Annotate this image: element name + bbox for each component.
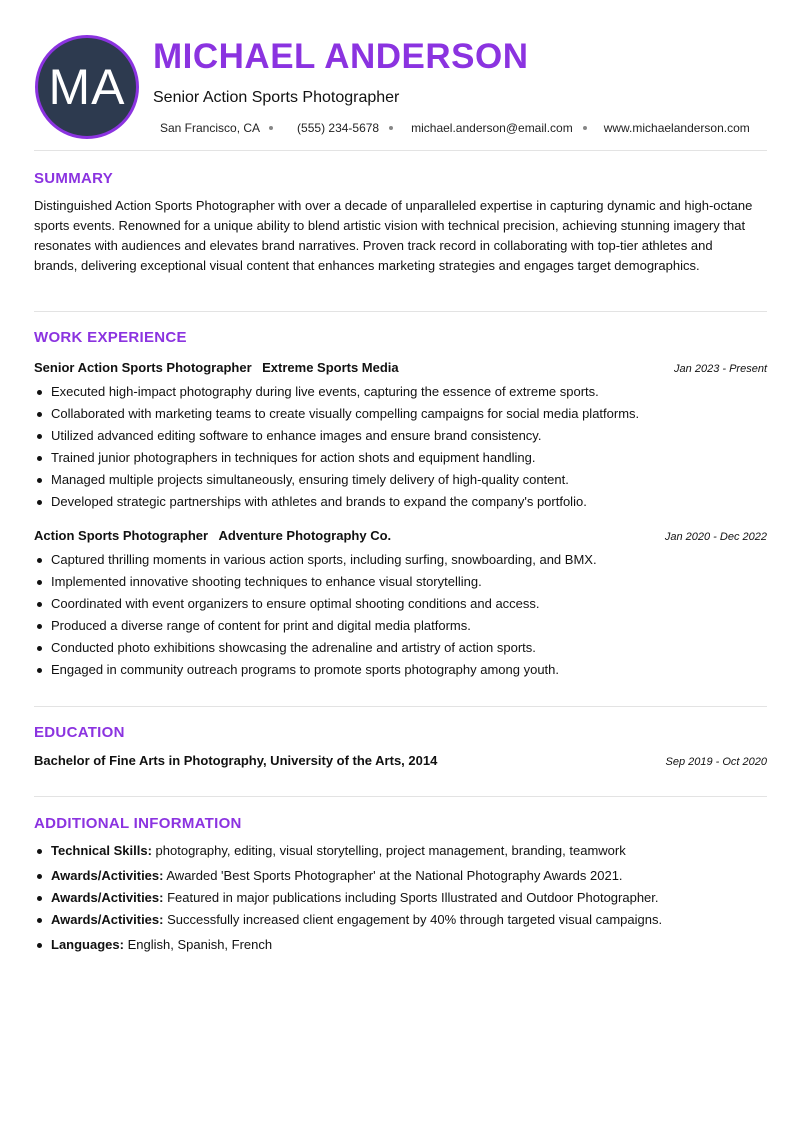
divider xyxy=(34,706,767,707)
avatar xyxy=(35,35,139,139)
education-dates: Sep 2019 - Oct 2020 xyxy=(665,756,767,768)
contact-email[interactable]: michael.anderson@email.com xyxy=(411,121,573,135)
contact-bar xyxy=(160,121,750,135)
info-text: Awarded 'Best Sports Photographer' at the National Photography Awards 2021. xyxy=(166,868,623,883)
list-item: Captured thrilling moments in various action sports, including surfing, snowboarding, and BMX. xyxy=(34,549,767,571)
job-company: Adventure Photography Co. xyxy=(218,528,392,543)
info-label: Technical Skills: xyxy=(51,843,152,858)
candidate-name: MICHAEL ANDERSON xyxy=(153,37,529,76)
divider xyxy=(34,311,767,312)
contact-website[interactable]: www.michaelanderson.com xyxy=(603,121,750,135)
info-text: photography, editing, visual storytelling, project management, branding, teamwork xyxy=(155,843,626,858)
info-label: Languages: xyxy=(51,937,124,952)
separator-dot xyxy=(583,126,587,130)
job-title-line xyxy=(34,359,399,377)
job-role: Action Sports Photographer xyxy=(34,528,209,543)
list-item: Implemented innovative shooting techniques to enhance visual storytelling. xyxy=(34,571,767,593)
education-degree: Bachelor of Fine Arts in Photography, University of the Arts, 2014 xyxy=(34,753,438,768)
list-item xyxy=(34,909,767,931)
list-item: Conducted photo exhibitions showcasing the adrenaline and artistry of action sports. xyxy=(34,637,767,659)
list-item: Produced a diverse range of content for print and digital media platforms. xyxy=(34,615,767,637)
list-item: Executed high-impact photography during live events, capturing the essence of extreme sports. xyxy=(34,381,767,403)
summary-text: Distinguished Action Sports Photographer with over a decade of unparalleled expertise in capturing dynamic and high-octane sports events. Renowned for a unique ability to blend artistic vision with technical precision, achieving stunning imagery that resonates with audiences and elevates brand narratives. Proven track record in collaborating with top-tier athletes and brands, delivering exceptional visual content that enhances marketing strategies and engages target demographics. xyxy=(34,198,753,273)
contact-phone[interactable]: (555) 234-5678 xyxy=(297,121,380,135)
info-text: Successfully increased client engagement by 40% through targeted visual campaigns. xyxy=(167,912,663,927)
separator-dot xyxy=(269,126,273,130)
list-item: Engaged in community outreach programs to promote sports photography among youth. xyxy=(34,659,767,681)
list-item: Trained junior photographers in techniques for action shots and equipment handling. xyxy=(34,447,767,469)
candidate-title: Senior Action Sports Photographer xyxy=(153,89,400,106)
additional-list xyxy=(34,840,767,956)
education-entry xyxy=(34,753,767,768)
job-bullets xyxy=(34,381,767,513)
education-heading: EDUCATION xyxy=(34,724,125,741)
list-item: Collaborated with marketing teams to create visually compelling campaigns for social media platforms. xyxy=(34,403,767,425)
info-label: Awards/Activities: xyxy=(51,890,164,905)
job-bullets xyxy=(34,549,767,681)
job-company: Extreme Sports Media xyxy=(262,360,399,375)
separator-dot xyxy=(389,126,393,130)
info-text: Featured in major publications including Sports Illustrated and Outdoor Photographer. xyxy=(167,890,659,905)
divider xyxy=(34,796,767,797)
info-label: Awards/Activities: xyxy=(51,912,164,927)
job-header xyxy=(34,527,767,545)
divider xyxy=(34,150,767,151)
list-item: Managed multiple projects simultaneously, ensuring timely delivery of high-quality content. xyxy=(34,469,767,491)
info-text: English, Spanish, French xyxy=(127,937,273,952)
job-header xyxy=(34,359,767,377)
contact-location: San Francisco, CA xyxy=(160,121,261,135)
list-item: Utilized advanced editing software to enhance images and ensure brand consistency. xyxy=(34,425,767,447)
summary-heading: SUMMARY xyxy=(34,170,114,187)
list-item xyxy=(34,840,767,862)
job-role: Senior Action Sports Photographer xyxy=(34,360,252,375)
list-item: Coordinated with event organizers to ensure optimal shooting conditions and access. xyxy=(34,593,767,615)
job-dates: Jan 2023 - Present xyxy=(674,363,767,375)
list-item xyxy=(34,934,767,956)
list-item xyxy=(34,865,767,887)
list-item xyxy=(34,887,767,909)
experience-heading: WORK EXPERIENCE xyxy=(34,329,187,346)
job-dates: Jan 2020 - Dec 2022 xyxy=(664,531,767,543)
additional-heading: ADDITIONAL INFORMATION xyxy=(34,815,242,832)
info-label: Awards/Activities: xyxy=(51,868,164,883)
job-title-line xyxy=(34,527,391,545)
avatar-initials: MA xyxy=(48,59,126,115)
list-item: Developed strategic partnerships with athletes and brands to expand the company's portfolio. xyxy=(34,491,767,513)
